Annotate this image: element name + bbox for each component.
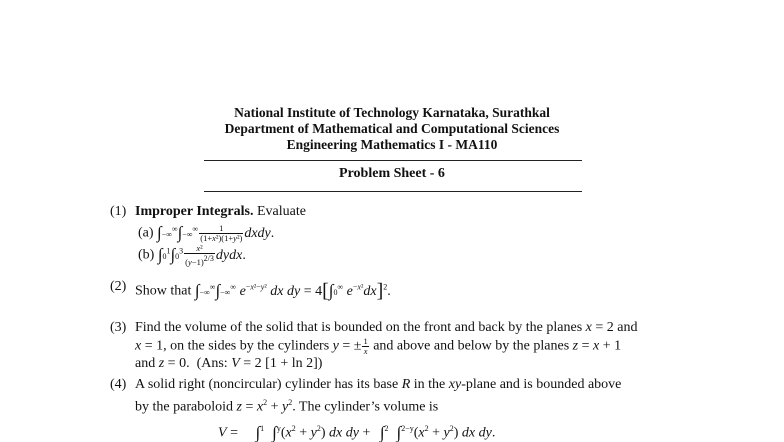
problem-number: (1) — [110, 204, 127, 219]
document-header — [0, 105, 784, 153]
problem-1b — [138, 242, 246, 267]
problem-number: (2) — [110, 279, 127, 294]
answer: (Ans: V = 2 [1 + ln 2]) — [196, 356, 323, 371]
problem-heading: Improper Integrals. — [135, 204, 254, 219]
problem-3-line-2: x = 1, on the sides by the cylinders y = ± $\frac{1}{x}$ and above and below by the planes z = x + 1 — [135, 336, 622, 356]
problem-4-line-2: by the paraboloid $z = x^2 + y^2$. The cylinder’s volume is — [135, 398, 439, 415]
bottom-rule — [204, 191, 582, 192]
top-rule — [204, 160, 582, 161]
institute-name: National Institute of Technology Karnataka, Surathkal — [234, 105, 550, 120]
department-name: Department of Mathematical and Computational Sciences — [224, 121, 560, 136]
problem-text: Show that — [135, 283, 192, 299]
problem-number: (3) — [110, 320, 127, 335]
course-name: Engineering Mathematics I - MA110 — [286, 137, 498, 152]
problem-1a — [138, 220, 274, 243]
document-page: National Institute of Technology Karnataka, Surathkal Department of Mathematical and Computational Sciences Engineering Mathematics I - MA110 Problem Sheet - 6 (1) Improper Integrals. Evaluate (a) ∫−∞∞∫−∞∞ $\frac{1}{\text{(1+x²)(1+y²)}}$ dxdy. (b) $\int 0^1\int 0^3$ $\frac{\text{x²}}{(y-1)^{2/3}}$ dydx. (2) Show that ∫−∞∞∫−∞∞ $e^{-x^2-y^2}$ dx dy = 4[∫0∞ $e^{-x^2}dx]^2$. (3) Find the volume of the solid that is bounded on the front and back by the planes x = 2 and x = 1, on the sides by the cylinders y = ± $\frac{1}{x}$ and above and below by the planes z = x + 1 and z = 0. (Ans: V = 2 [1 + ln 2]) (4) A solid right (noncircular) cylinder has its base R in the xy-plane and is bounded above by the paraboloid $z = x^2 + y^2$. The cylinder’s volume is V = ∫$^1$ $\int^y(x^2 + y^2)$ dx dy + ∫$^2$ $\int^{2-y}(x^2 + y^2)$ dx dy. — [0, 0, 784, 441]
integral-identity: ∫−∞∞∫−∞∞ $e^{-x^2-y^2}$ dx dy = 4[∫0∞ $e^{-x^2}dx]^2$. — [194, 279, 391, 302]
problem-text: Evaluate — [256, 204, 306, 219]
part-label: (b) — [138, 247, 155, 263]
problem-number: (4) — [110, 377, 127, 392]
integral-expression: ∫−∞∞∫−∞∞ $\frac{1}{\text{(1+x²)(1+y²)}}$ dxdy. — [157, 222, 275, 243]
problem-text-line-1: Find the volume of the solid that is bounded on the front and back by the planes — [135, 320, 583, 335]
problem-3-line-3: and z = 0. (Ans: V = 2 [1 + ln 2]) — [135, 356, 323, 371]
sheet-title: Problem Sheet - 6 — [339, 166, 445, 181]
integral-expression: $\int 0^1\int 0^3$ $\frac{\text{x²}}{(y-1)^{2/3}}$ dydx. — [157, 243, 246, 267]
volume-formula: V = ∫$^1$ $\int^y(x^2 + y^2)$ dx dy + ∫$^2$ $\int^{2-y}(x^2 + y^2)$ dx dy. — [218, 422, 496, 442]
part-label: (a) — [138, 225, 154, 241]
